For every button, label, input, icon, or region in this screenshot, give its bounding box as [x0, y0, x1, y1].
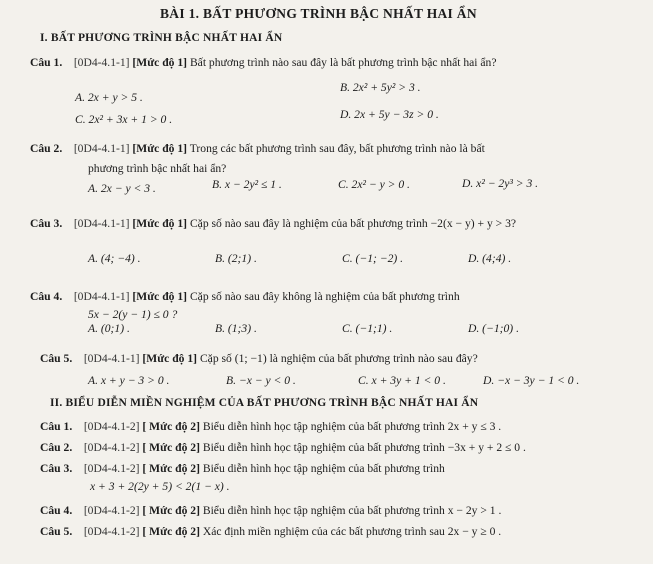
question-text: Biểu diễn hình học tập nghiệm của bất phương trình −3x + y + 2 ≤ 0 .	[202, 441, 526, 454]
option-c: C. 2x² + 3x + 1 > 0 .	[75, 113, 173, 126]
question-label: Câu 5.	[40, 352, 73, 365]
option-b: B. 2x² + 5y² > 3 .	[340, 81, 421, 94]
question-label: Câu 2.	[40, 441, 73, 454]
question-2	[30, 142, 485, 155]
question-text: Cặp số nào sau đây không là nghiệm của bất phương trình	[189, 290, 460, 303]
option-a: A. x + y − 3 > 0 .	[88, 374, 170, 387]
section2-question-1	[40, 420, 501, 433]
question-text: Bất phương trình nào sau đây là bất phương trình bậc nhất hai ẩn?	[189, 56, 497, 69]
difficulty-level: [Mức độ 1]	[132, 142, 188, 155]
question-label: Câu 4.	[30, 290, 63, 303]
question-tag: [0D4-4.1-2]	[83, 420, 140, 433]
option-b: B. x − 2y² ≤ 1 .	[212, 178, 282, 191]
option-c: C. 2x² − y > 0 .	[338, 178, 410, 191]
option-b: B. (2;1) .	[215, 252, 257, 265]
question-tag: [0D4-4.1-2]	[83, 525, 140, 538]
difficulty-level: [Mức độ 1]	[132, 217, 188, 230]
question-text-continued: phương trình bậc nhất hai ẩn?	[88, 162, 227, 175]
question-tag: [0D4-4.1-1]	[73, 56, 130, 69]
question-tag: [0D4-4.1-1]	[83, 352, 140, 365]
option-d: D. 2x + 5y − 3z > 0 .	[340, 108, 439, 121]
question-text: Biểu diễn hình học tập nghiệm của bất phương trình x − 2y > 1 .	[202, 504, 502, 517]
question-tag: [0D4-4.1-2]	[83, 504, 140, 517]
question-4	[30, 290, 460, 303]
option-c: C. (−1;1) .	[342, 322, 393, 335]
question-text: Trong các bất phương trình sau đây, bất phương trình nào là bất	[189, 142, 485, 155]
difficulty-level: [ Mức độ 2]	[142, 525, 200, 538]
difficulty-level: [Mức độ 1]	[132, 56, 188, 69]
section2-question-4	[40, 504, 501, 517]
option-d: D. (−1;0) .	[468, 322, 519, 335]
question-text-continued: 5x − 2(y − 1) ≤ 0 ?	[88, 308, 178, 321]
section2-question-3	[40, 462, 445, 475]
option-c: C. (−1; −2) .	[342, 252, 404, 265]
option-a: A. 2x − y < 3 .	[88, 182, 156, 195]
section-heading-1: I. BẤT PHƯƠNG TRÌNH BẬC NHẤT HAI ẨN	[40, 32, 283, 44]
question-label: Câu 1.	[30, 56, 63, 69]
difficulty-level: [ Mức độ 2]	[142, 420, 200, 433]
difficulty-level: [ Mức độ 2]	[142, 441, 200, 454]
question-label: Câu 5.	[40, 525, 73, 538]
section2-question-2	[40, 441, 526, 454]
difficulty-level: [ Mức độ 2]	[142, 462, 200, 475]
option-b: B. (1;3) .	[215, 322, 257, 335]
option-d: D. −x − 3y − 1 < 0 .	[483, 374, 580, 387]
question-tag: [0D4-4.1-2]	[83, 441, 140, 454]
question-label: Câu 1.	[40, 420, 73, 433]
question-text-continued: x + 3 + 2(2y + 5) < 2(1 − x) .	[90, 480, 230, 493]
option-a: A. 2x + y > 5 .	[75, 91, 143, 104]
question-tag: [0D4-4.1-1]	[73, 290, 130, 303]
difficulty-level: [Mức độ 1]	[142, 352, 198, 365]
option-c: C. x + 3y + 1 < 0 .	[358, 374, 446, 387]
question-tag: [0D4-4.1-1]	[73, 142, 130, 155]
difficulty-level: [Mức độ 1]	[132, 290, 188, 303]
question-5	[40, 352, 478, 365]
section2-question-5	[40, 525, 501, 538]
question-label: Câu 3.	[40, 462, 73, 475]
section-heading-2: II. BIỂU DIỄN MIỀN NGHIỆM CỦA BẤT PHƯƠNG TRÌNH BẬC NHẤT HAI ẨN	[50, 397, 479, 409]
option-d: D. (4;4) .	[468, 252, 512, 265]
question-label: Câu 4.	[40, 504, 73, 517]
page-title: BÀI 1. BẤT PHƯƠNG TRÌNH BẬC NHẤT HAI ẨN	[160, 6, 477, 21]
question-text: Cặp số nào sau đây là nghiệm của bất phương trình −2(x − y) + y > 3?	[189, 217, 517, 230]
question-label: Câu 2.	[30, 142, 63, 155]
question-text: Biểu diễn hình học tập nghiệm của bất phương trình	[202, 462, 445, 475]
difficulty-level: [ Mức độ 2]	[142, 504, 200, 517]
question-3	[30, 217, 516, 230]
question-text: Biểu diễn hình học tập nghiệm của bất phương trình 2x + y ≤ 3 .	[202, 420, 502, 433]
question-tag: [0D4-4.1-2]	[83, 462, 140, 475]
question-text: Cặp số (1; −1) là nghiệm của bất phương trình nào sau đây?	[199, 352, 478, 365]
question-1	[30, 56, 496, 69]
question-tag: [0D4-4.1-1]	[73, 217, 130, 230]
option-b: B. −x − y < 0 .	[226, 374, 296, 387]
option-a: A. (0;1) .	[88, 322, 130, 335]
option-d: D. x² − 2y³ > 3 .	[462, 177, 539, 190]
option-a: A. (4; −4) .	[88, 252, 141, 265]
question-label: Câu 3.	[30, 217, 63, 230]
question-text: Xác định miền nghiệm của các bất phương trình sau 2x − y ≥ 0 .	[202, 525, 502, 538]
